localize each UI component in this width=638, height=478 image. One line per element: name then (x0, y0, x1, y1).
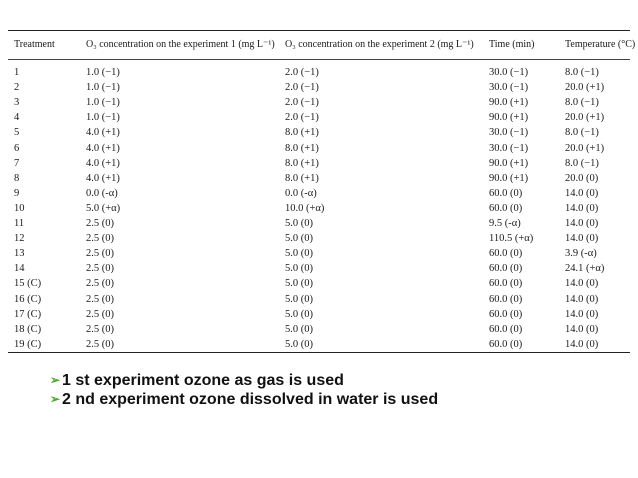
cell-o3-experiment-1: 2.5 (0) (86, 233, 114, 245)
cell-time: 30.0 (−1) (489, 127, 529, 139)
cell-o3-experiment-1: 4.0 (+1) (86, 127, 120, 139)
cell-treatment: 8 (14, 172, 20, 184)
table-row (0, 125, 638, 140)
cell-o3-experiment-2: 10.0 (+α) (285, 202, 325, 214)
cell-temperature: 20.0 (+1) (565, 112, 605, 124)
cell-treatment: 4 (14, 112, 20, 124)
cell-o3-experiment-1: 5.0 (+α) (86, 202, 121, 214)
cell-o3-experiment-2: 2.0 (−1) (285, 97, 319, 109)
cell-temperature: 14.0 (0) (565, 233, 599, 245)
cell-time: 30.0 (−1) (489, 82, 529, 94)
cell-time: 60.0 (0) (489, 338, 523, 350)
cell-time: 60.0 (0) (489, 202, 523, 214)
cell-temperature: 3.9 (-α) (565, 248, 597, 260)
cell-treatment: 5 (14, 127, 20, 139)
bullet-item (50, 371, 438, 390)
cell-o3-experiment-2: 8.0 (+1) (285, 142, 319, 154)
cell-o3-experiment-1: 1.0 (−1) (86, 82, 120, 94)
table-row (0, 231, 638, 246)
cell-o3-experiment-1: 1.0 (−1) (86, 67, 120, 78)
cell-temperature: 14.0 (0) (565, 308, 599, 320)
cell-time: 30.0 (−1) (489, 142, 529, 154)
table-row (0, 307, 638, 322)
cell-temperature: 8.0 (−1) (565, 127, 599, 139)
cell-o3-experiment-1: 2.5 (0) (86, 248, 114, 260)
cell-treatment: 15 (C) (14, 278, 42, 290)
cell-temperature: 24.1 (+α) (565, 263, 605, 275)
cell-o3-experiment-1: 4.0 (+1) (86, 142, 120, 154)
cell-temperature: 20.0 (0) (565, 172, 599, 184)
cell-treatment: 3 (14, 97, 20, 109)
table-row (0, 201, 638, 216)
cell-treatment: 17 (C) (14, 308, 42, 320)
table-row (0, 246, 638, 261)
cell-treatment: 18 (C) (14, 323, 42, 335)
cell-temperature: 14.0 (0) (565, 338, 599, 350)
cell-o3-experiment-2: 8.0 (+1) (285, 157, 319, 169)
cell-o3-experiment-2: 5.0 (0) (285, 263, 313, 275)
cell-o3-experiment-2: 5.0 (0) (285, 248, 313, 260)
cell-o3-experiment-1: 2.5 (0) (86, 278, 114, 290)
cell-o3-experiment-2: 2.0 (−1) (285, 67, 319, 78)
table-row (0, 141, 638, 156)
table-row (0, 65, 638, 80)
cell-treatment: 9 (14, 187, 20, 199)
header-treatment: Treatment (14, 39, 55, 50)
cell-time: 60.0 (0) (489, 293, 523, 305)
cell-o3-experiment-1: 2.5 (0) (86, 338, 114, 350)
table-row (0, 156, 638, 171)
cell-treatment: 11 (14, 218, 25, 229)
cell-temperature: 14.0 (0) (565, 202, 599, 214)
cell-o3-experiment-2: 8.0 (+1) (285, 172, 319, 184)
cell-o3-experiment-1: 2.5 (0) (86, 218, 114, 229)
cell-treatment: 12 (14, 233, 25, 245)
cell-temperature: 20.0 (+1) (565, 82, 605, 94)
cell-temperature: 8.0 (−1) (565, 157, 599, 169)
cell-o3-experiment-2: 5.0 (0) (285, 338, 313, 350)
table-header-row (0, 37, 638, 52)
bullet-text: 1 st experiment ozone as gas is used (62, 372, 344, 389)
cell-time: 60.0 (0) (489, 323, 523, 335)
table-row (0, 337, 638, 352)
cell-temperature: 14.0 (0) (565, 218, 599, 229)
table-row (0, 110, 638, 125)
table-row (0, 80, 638, 95)
cell-treatment: 13 (14, 248, 25, 260)
cell-o3-experiment-1: 2.5 (0) (86, 308, 114, 320)
header-o3-experiment-2: O₃ concentration on the experiment 2 (mg L⁻¹) (285, 39, 474, 50)
cell-o3-experiment-2: 5.0 (0) (285, 218, 313, 229)
cell-treatment: 10 (14, 202, 25, 214)
cell-o3-experiment-1: 2.5 (0) (86, 293, 114, 305)
cell-treatment: 14 (14, 263, 25, 275)
arrow-bullet-icon: ➢ (50, 373, 61, 387)
cell-o3-experiment-2: 5.0 (0) (285, 233, 313, 245)
table-header-rule (8, 59, 630, 60)
table-row (0, 186, 638, 201)
cell-o3-experiment-2: 0.0 (-α) (285, 187, 317, 199)
cell-time: 60.0 (0) (489, 308, 523, 320)
cell-o3-experiment-1: 0.0 (-α) (86, 187, 118, 199)
cell-time: 90.0 (+1) (489, 112, 529, 124)
cell-o3-experiment-1: 2.5 (0) (86, 323, 114, 335)
cell-o3-experiment-1: 1.0 (−1) (86, 97, 120, 109)
table-row (0, 216, 638, 231)
cell-temperature: 14.0 (0) (565, 278, 599, 290)
cell-treatment: 16 (C) (14, 293, 42, 305)
table-row (0, 171, 638, 186)
cell-temperature: 8.0 (−1) (565, 67, 599, 78)
arrow-bullet-icon: ➢ (50, 392, 61, 406)
cell-o3-experiment-2: 5.0 (0) (285, 293, 313, 305)
table-row (0, 292, 638, 307)
bullet-list (50, 371, 438, 409)
cell-o3-experiment-2: 5.0 (0) (285, 278, 313, 290)
cell-temperature: 20.0 (+1) (565, 142, 605, 154)
cell-time: 60.0 (0) (489, 187, 523, 199)
table-bottom-rule (8, 352, 630, 353)
cell-treatment: 6 (14, 142, 20, 154)
cell-o3-experiment-2: 5.0 (0) (285, 323, 313, 335)
header-o3-experiment-1: O₃ concentration on the experiment 1 (mg L⁻¹) (86, 39, 275, 50)
table-top-rule (8, 30, 630, 31)
table-row (0, 322, 638, 337)
cell-temperature: 14.0 (0) (565, 323, 599, 335)
table-row (0, 276, 638, 291)
cell-o3-experiment-2: 2.0 (−1) (285, 112, 319, 124)
table-row (0, 261, 638, 276)
cell-temperature: 14.0 (0) (565, 293, 599, 305)
cell-time: 60.0 (0) (489, 248, 523, 260)
cell-o3-experiment-2: 2.0 (−1) (285, 82, 319, 94)
table-row (0, 95, 638, 110)
cell-time: 60.0 (0) (489, 278, 523, 290)
cell-time: 30.0 (−1) (489, 67, 529, 78)
bullet-item (50, 390, 438, 409)
header-time: Time (min) (489, 39, 535, 50)
cell-treatment: 1 (14, 67, 20, 78)
cell-o3-experiment-2: 8.0 (+1) (285, 127, 319, 139)
cell-time: 110.5 (+α) (489, 233, 534, 245)
cell-treatment: 19 (C) (14, 338, 42, 350)
cell-treatment: 7 (14, 157, 20, 169)
cell-o3-experiment-1: 2.5 (0) (86, 263, 114, 275)
header-temperature: Temperature (°C) (565, 39, 636, 50)
cell-time: 90.0 (+1) (489, 172, 529, 184)
cell-time: 9.5 (-α) (489, 218, 521, 229)
cell-o3-experiment-1: 1.0 (−1) (86, 112, 120, 124)
cell-o3-experiment-2: 5.0 (0) (285, 308, 313, 320)
cell-temperature: 14.0 (0) (565, 187, 599, 199)
cell-treatment: 2 (14, 82, 20, 94)
cell-time: 60.0 (0) (489, 263, 523, 275)
cell-time: 90.0 (+1) (489, 157, 529, 169)
cell-time: 90.0 (+1) (489, 97, 529, 109)
cell-temperature: 8.0 (−1) (565, 97, 599, 109)
cell-o3-experiment-1: 4.0 (+1) (86, 172, 120, 184)
cell-o3-experiment-1: 4.0 (+1) (86, 157, 120, 169)
bullet-text: 2 nd experiment ozone dissolved in water is used (62, 391, 439, 408)
